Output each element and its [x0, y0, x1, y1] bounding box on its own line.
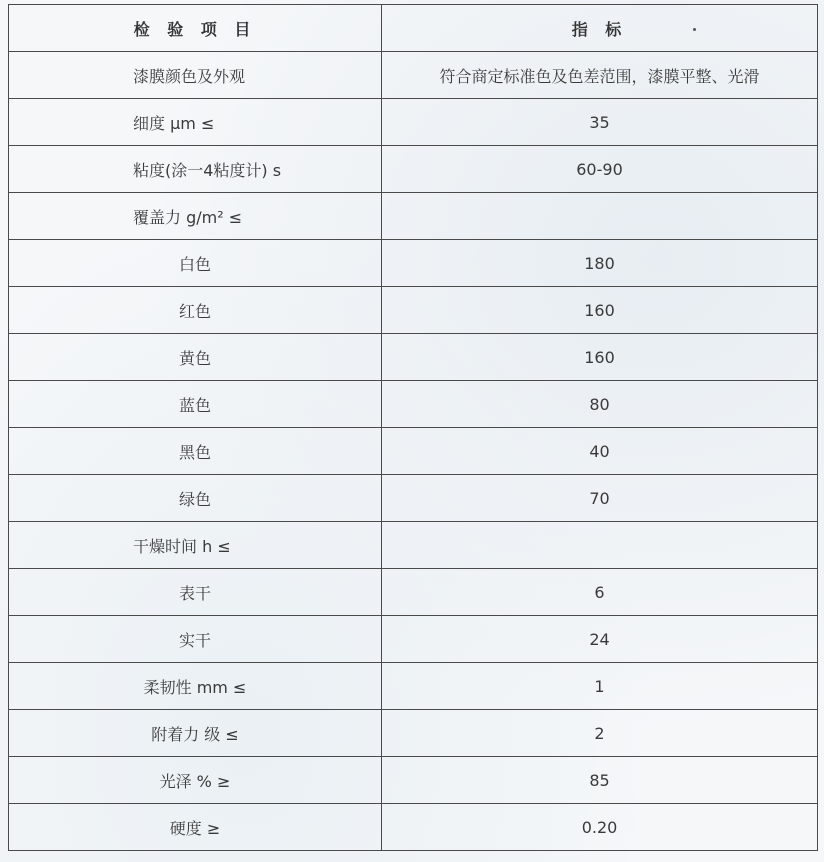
value-cell: 180 [382, 240, 818, 287]
table-row [9, 52, 818, 99]
value-cell: 24 [382, 616, 818, 663]
table-row [9, 710, 818, 757]
table-row [9, 569, 818, 616]
item-cell: 漆膜颜色及外观 [9, 52, 382, 99]
item-cell: 光泽 % ≥ [9, 757, 382, 804]
value-cell: 35 [382, 99, 818, 146]
value-cell: 0.20 [382, 804, 818, 851]
table-row [9, 616, 818, 663]
value-cell: 6 [382, 569, 818, 616]
value-cell: 40 [382, 428, 818, 475]
table-row [9, 99, 818, 146]
item-cell: 柔韧性 mm ≤ [9, 663, 382, 710]
value-cell: 70 [382, 475, 818, 522]
table-row [9, 757, 818, 804]
table-row [9, 146, 818, 193]
table-row [9, 381, 818, 428]
value-cell: 85 [382, 757, 818, 804]
table-row [9, 522, 818, 569]
item-cell: 覆盖力 g/m² ≤ [9, 193, 382, 240]
item-cell: 粘度(涂一4粘度计) s [9, 146, 382, 193]
item-cell: 细度 μm ≤ [9, 99, 382, 146]
value-cell: 1 [382, 663, 818, 710]
item-cell: 表干 [9, 569, 382, 616]
item-cell: 黄色 [9, 334, 382, 381]
value-cell: 160 [382, 334, 818, 381]
item-cell: 实干 [9, 616, 382, 663]
value-cell: 2 [382, 710, 818, 757]
header-value: 指 标 [382, 5, 818, 52]
item-cell: 硬度 ≥ [9, 804, 382, 851]
table-row [9, 663, 818, 710]
table-row [9, 334, 818, 381]
item-cell: 白色 [9, 240, 382, 287]
table-row [9, 193, 818, 240]
value-cell: 80 [382, 381, 818, 428]
value-cell [382, 522, 818, 569]
value-cell: 160 [382, 287, 818, 334]
item-cell: 附着力 级 ≤ [9, 710, 382, 757]
item-cell: 红色 [9, 287, 382, 334]
item-cell: 蓝色 [9, 381, 382, 428]
table-row [9, 804, 818, 851]
table-row [9, 428, 818, 475]
value-cell: 符合商定标准色及色差范围，漆膜平整、光滑 [382, 52, 818, 99]
table-row [9, 475, 818, 522]
spec-table [8, 4, 818, 851]
header-row [9, 5, 818, 52]
item-cell: 干燥时间 h ≤ [9, 522, 382, 569]
item-cell: 绿色 [9, 475, 382, 522]
item-cell: 黑色 [9, 428, 382, 475]
table-row [9, 287, 818, 334]
value-cell [382, 193, 818, 240]
header-item: 检 验 项 目 [9, 5, 382, 52]
table-row [9, 240, 818, 287]
value-cell: 60-90 [382, 146, 818, 193]
